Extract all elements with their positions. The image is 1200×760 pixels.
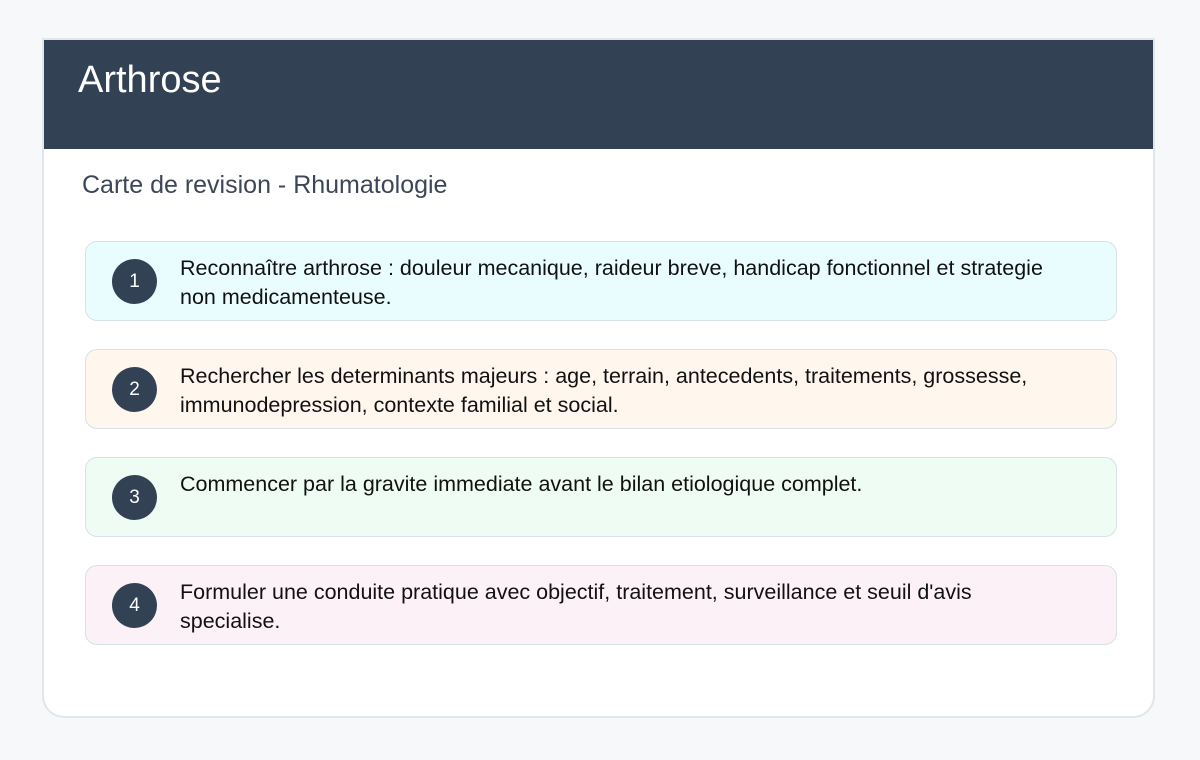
- list-item: [85, 241, 1117, 321]
- list-item: [85, 457, 1117, 537]
- item-number-badge: 4: [112, 583, 157, 628]
- item-text: Formuler une conduite pratique avec objectif, traitement, surveillance et seuil d'avis specialise.: [180, 580, 972, 633]
- item-number-badge: 3: [112, 475, 157, 520]
- item-number-badge: 1: [112, 259, 157, 304]
- item-text: Rechercher les determinants majeurs : age, terrain, antecedents, traitements, grossesse, immunodepression, contexte familial et social.: [180, 364, 1028, 417]
- card-header: [42, 38, 1155, 149]
- revision-card: [42, 38, 1155, 718]
- list-item: [85, 565, 1117, 645]
- item-text: Reconnaître arthrose : douleur mecanique, raideur breve, handicap fonctionnel et strategie non medicamenteuse.: [180, 256, 1043, 309]
- card-subtitle: Carte de revision - Rhumatologie: [82, 171, 448, 199]
- card-title: Arthrose: [78, 59, 222, 101]
- item-number-badge: 2: [112, 367, 157, 412]
- list-item: [85, 349, 1117, 429]
- item-text: Commencer par la gravite immediate avant le bilan etiologique complet.: [180, 472, 863, 496]
